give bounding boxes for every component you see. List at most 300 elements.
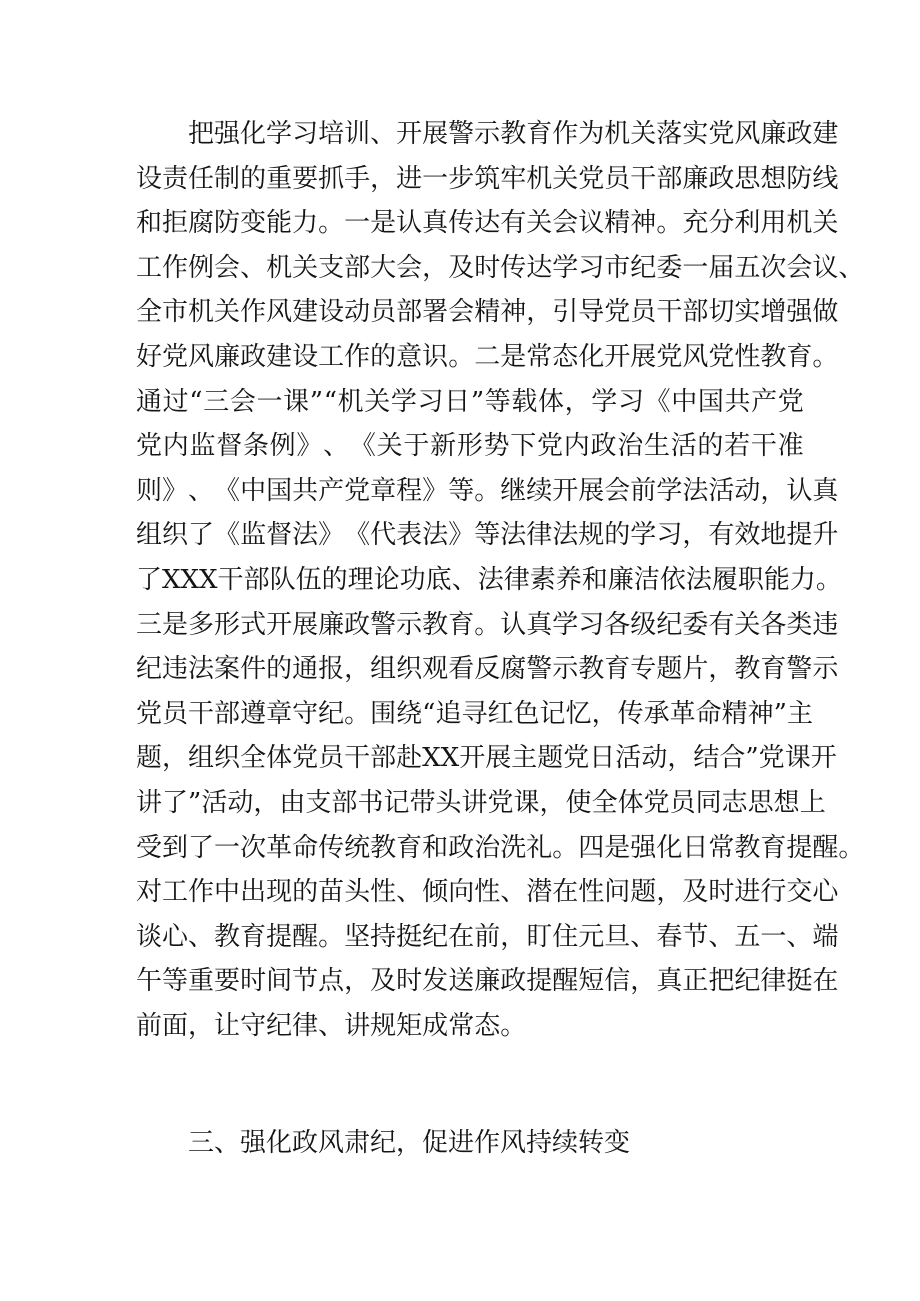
glyph: 醒 (292, 921, 319, 952)
glyph: 素 (529, 564, 556, 595)
glyph: 展 (630, 341, 657, 372)
glyph: 会 (448, 297, 475, 328)
glyph: 》 (422, 475, 449, 506)
glyph: 动 (734, 475, 761, 506)
glyph: 是 (162, 609, 189, 640)
glyph: 。 (552, 832, 579, 863)
glyph: 织 (396, 654, 423, 685)
glyph: 育 (760, 654, 787, 685)
glyph: 功 (399, 564, 426, 595)
glyph: 要 (292, 163, 319, 194)
glyph: 精 (604, 208, 631, 239)
glyph: 升 (812, 520, 839, 551)
glyph: 主 (511, 743, 538, 774)
glyph: 承 (643, 698, 670, 729)
glyph: 、 (630, 921, 657, 952)
glyph: 信 (604, 966, 631, 997)
section-heading: 三、强化政风肃纪，促进作风持续转变 (188, 1128, 631, 1158)
glyph: 国 (266, 475, 293, 506)
glyph: 谈 (136, 921, 163, 952)
glyph: 廉 (474, 966, 501, 997)
glyph: ， (253, 787, 280, 818)
glyph: 关 (214, 297, 241, 328)
glyph: 让 (214, 1010, 241, 1041)
glyph: 午 (136, 966, 163, 997)
glyph: 、 (240, 252, 267, 283)
glyph: 做 (812, 297, 839, 328)
glyph: ， (539, 787, 566, 818)
glyph: 全 (136, 297, 163, 328)
glyph: 多 (188, 609, 215, 640)
glyph: 在 (448, 921, 475, 952)
glyph: 课 (283, 386, 310, 417)
glyph: 旦 (604, 921, 631, 952)
glyph: 作 (240, 297, 267, 328)
glyph: 日 (444, 386, 471, 417)
glyph: 一 (214, 832, 241, 863)
glyph: 机 (786, 208, 813, 239)
glyph: 议 (812, 252, 839, 283)
glyph: 真 (812, 475, 839, 506)
glyph: 党 (292, 743, 319, 774)
glyph: 头 (344, 877, 371, 908)
glyph: 届 (708, 252, 735, 283)
glyph: 法 (500, 520, 527, 551)
glyph: 开 (266, 609, 293, 640)
glyph: 上 (799, 787, 826, 818)
glyph: 监 (189, 431, 216, 462)
glyph: 等 (448, 475, 475, 506)
glyph: 课 (513, 787, 540, 818)
glyph: 盯 (526, 921, 553, 952)
glyph: 把 (188, 119, 215, 149)
glyph: 思 (747, 787, 774, 818)
glyph: 政 (240, 341, 267, 372)
glyph: 督 (216, 431, 243, 462)
glyph: 产 (751, 386, 778, 417)
glyph: 成 (422, 1010, 449, 1041)
glyph: 醒 (552, 966, 579, 997)
glyph: 关 (526, 208, 553, 239)
glyph: 强 (214, 119, 241, 149)
glyph: 性 (578, 877, 605, 908)
glyph: 好 (136, 341, 163, 372)
glyph: 国 (697, 386, 724, 417)
glyph: 。 (815, 564, 842, 595)
glyph: ， (682, 520, 709, 551)
glyph: 履 (711, 564, 738, 595)
glyph: 统 (344, 832, 371, 863)
glyph: 共 (724, 386, 751, 417)
glyph: 头 (435, 787, 462, 818)
glyph: 学 (266, 119, 293, 149)
glyph: 的 (266, 654, 293, 685)
glyph: 警 (786, 654, 813, 685)
glyph: 的 (292, 877, 319, 908)
glyph: 习 (417, 386, 444, 417)
glyph: 题 (136, 743, 163, 774)
glyph: 手 (344, 163, 371, 194)
glyph: 。 (344, 698, 371, 729)
glyph: “ (323, 386, 337, 417)
glyph: 各 (604, 609, 631, 640)
glyph: 切 (708, 297, 735, 328)
glyph: 中 (240, 475, 267, 506)
glyph: 条 (242, 431, 269, 462)
glyph: “ (422, 698, 436, 729)
glyph: 法 (685, 564, 712, 595)
glyph: 现 (266, 877, 293, 908)
glyph: 建 (266, 341, 293, 372)
glyph: 党 (162, 341, 189, 372)
glyph: 违 (162, 654, 189, 685)
glyph: 育 (240, 921, 267, 952)
glyph: 表 (396, 520, 423, 551)
glyph: 忆 (565, 698, 592, 729)
glyph: 开 (459, 743, 486, 774)
glyph: 、 (451, 564, 478, 595)
glyph: 及 (448, 252, 475, 283)
glyph: 则 (136, 475, 163, 506)
glyph: 传 (617, 698, 644, 729)
glyph: “ (189, 386, 203, 417)
glyph: 、 (370, 119, 397, 149)
glyph: 党 (708, 341, 735, 372)
glyph: 是 (604, 832, 631, 863)
glyph: 力 (789, 564, 816, 595)
glyph: 干 (344, 743, 371, 774)
glyph: 关 (376, 431, 403, 462)
glyph: 神 (747, 698, 774, 729)
glyph: 组 (370, 654, 397, 685)
glyph: 党 (643, 787, 670, 818)
glyph: 由 (279, 787, 306, 818)
glyph: 常 (526, 341, 553, 372)
glyph: 干 (656, 297, 683, 328)
glyph: 党 (537, 431, 564, 462)
glyph: 向 (448, 877, 475, 908)
glyph: 教 (422, 609, 449, 640)
glyph: 部 (682, 297, 709, 328)
glyph: 行 (760, 877, 787, 908)
glyph: 要 (214, 966, 241, 997)
glyph: 点 (318, 966, 345, 997)
glyph: 部 (331, 787, 358, 818)
glyph: 监 (240, 520, 267, 551)
glyph: 腐 (500, 654, 527, 685)
glyph: 命 (695, 698, 722, 729)
glyph: 的 (240, 163, 267, 194)
glyph: 势 (483, 431, 510, 462)
glyph: 引 (552, 297, 579, 328)
glyph: 识 (422, 341, 449, 372)
glyph: 强 (630, 832, 657, 863)
glyph: 通 (136, 386, 163, 417)
glyph: 论 (373, 564, 400, 595)
glyph: 机 (337, 386, 364, 417)
glyph: 记 (539, 698, 566, 729)
glyph: 动 (641, 743, 668, 774)
glyph: 看 (448, 654, 475, 685)
glyph: 党 (578, 163, 605, 194)
glyph: XXX (162, 564, 218, 595)
glyph: 有 (708, 520, 735, 551)
glyph: 廉 (318, 609, 345, 640)
glyph: 示 (812, 654, 839, 685)
glyph: 形 (214, 609, 241, 640)
glyph: ， (344, 654, 371, 685)
glyph: 支 (305, 787, 332, 818)
glyph: 署 (422, 297, 449, 328)
glyph: 腐 (188, 208, 215, 239)
glyph: 三 (203, 386, 230, 417)
glyph: 组 (188, 743, 215, 774)
glyph: 结 (693, 743, 720, 774)
glyph: 命 (292, 832, 319, 863)
glyph: 教 (734, 832, 761, 863)
glyph: 党 (604, 297, 631, 328)
glyph: 筑 (474, 163, 501, 194)
glyph: 前 (630, 475, 657, 506)
glyph: 的 (697, 431, 724, 462)
glyph: 进 (396, 163, 423, 194)
glyph: 党 (136, 431, 163, 462)
glyph: 潜 (526, 877, 553, 908)
glyph: 育 (448, 609, 475, 640)
glyph: 党 (656, 341, 683, 372)
glyph: 示 (474, 119, 501, 149)
glyph: 一 (760, 921, 787, 952)
glyph: 干 (630, 163, 657, 194)
glyph: 建 (812, 119, 839, 149)
glyph: 作 (188, 877, 215, 908)
glyph: 机 (526, 163, 553, 194)
glyph: 载 (511, 386, 538, 417)
glyph: 活 (708, 475, 735, 506)
glyph: 五 (734, 252, 761, 283)
glyph: 遵 (240, 698, 267, 729)
glyph: 底 (425, 564, 452, 595)
glyph: 律 (526, 520, 553, 551)
glyph: 部 (344, 252, 371, 283)
paragraph-line (136, 826, 865, 871)
glyph: 短 (578, 966, 605, 997)
glyph: 色 (513, 698, 540, 729)
glyph: 机 (266, 252, 293, 283)
glyph: 开 (396, 119, 423, 149)
glyph: 使 (565, 787, 592, 818)
glyph: 性 (370, 877, 397, 908)
glyph: 坚 (344, 921, 371, 952)
glyph: 委 (682, 609, 709, 640)
glyph: 的 (321, 564, 348, 595)
glyph: 开 (604, 341, 631, 372)
glyph: 章 (266, 698, 293, 729)
glyph: 关 (292, 252, 319, 283)
glyph: 问 (604, 877, 631, 908)
glyph: 有 (500, 208, 527, 239)
glyph: 心 (812, 877, 839, 908)
glyph: 等 (484, 386, 511, 417)
glyph: 实 (734, 297, 761, 328)
glyph: 治 (474, 832, 501, 863)
glyph: 认 (396, 208, 423, 239)
glyph: 程 (396, 475, 423, 506)
glyph: 纪 (266, 1010, 293, 1041)
glyph: 一 (682, 252, 709, 283)
glyph: 题 (656, 654, 683, 685)
glyph: 赴 (396, 743, 423, 774)
glyph: 利 (734, 208, 761, 239)
glyph: 及 (682, 877, 709, 908)
glyph: 围 (370, 698, 397, 729)
glyph: 依 (659, 564, 686, 595)
glyph: 党 (487, 787, 514, 818)
glyph: 市 (162, 297, 189, 328)
glyph: 醒 (812, 832, 839, 863)
glyph: 风 (188, 341, 215, 372)
glyph: 时 (240, 966, 267, 997)
glyph: 继 (500, 475, 527, 506)
glyph: ” (745, 743, 759, 774)
glyph: 力 (292, 208, 319, 239)
glyph: 春 (656, 921, 683, 952)
glyph: 洁 (633, 564, 660, 595)
glyph: 式 (240, 609, 267, 640)
glyph: 学 (552, 609, 579, 640)
glyph: 规 (578, 520, 605, 551)
paragraph-line (136, 290, 839, 335)
glyph: 。 (448, 341, 475, 372)
glyph: 例 (188, 252, 215, 283)
glyph: 展 (578, 475, 605, 506)
glyph: 步 (448, 163, 475, 194)
glyph: 市 (604, 252, 631, 283)
glyph: 追 (435, 698, 462, 729)
glyph: 的 (370, 341, 397, 372)
glyph: 大 (370, 252, 397, 283)
glyph: 》 (296, 431, 323, 462)
glyph: 形 (456, 431, 483, 462)
glyph: 织 (214, 743, 241, 774)
glyph: 学 (591, 386, 618, 417)
glyph: 防 (214, 208, 241, 239)
glyph: 革 (669, 698, 696, 729)
glyph: 正 (682, 966, 709, 997)
glyph: 纪 (318, 698, 345, 729)
glyph: 习 (578, 609, 605, 640)
glyph: 中 (671, 386, 698, 417)
glyph: 化 (578, 341, 605, 372)
glyph: 设 (136, 163, 163, 194)
glyph: 节 (682, 921, 709, 952)
glyph: 态 (552, 341, 579, 372)
glyph: 为 (578, 119, 605, 149)
glyph: 前 (474, 921, 501, 952)
glyph: 、 (396, 877, 423, 908)
glyph: 、 (708, 921, 735, 952)
glyph: 四 (578, 832, 605, 863)
glyph: 习 (292, 119, 319, 149)
glyph: 习 (617, 386, 644, 417)
glyph: 节 (292, 966, 319, 997)
glyph: 到 (162, 832, 189, 863)
glyph: 达 (474, 208, 501, 239)
glyph: 。 (812, 341, 839, 372)
glyph: 红 (487, 698, 514, 729)
glyph: 主 (786, 698, 813, 729)
glyph: 防 (786, 163, 813, 194)
glyph: 《 (344, 520, 371, 551)
glyph: 提 (786, 520, 813, 551)
glyph: 和 (581, 564, 608, 595)
glyph: 机 (604, 119, 631, 149)
glyph: 教 (500, 119, 527, 149)
glyph: 职 (737, 564, 764, 595)
glyph: 苗 (318, 877, 345, 908)
paragraph-line (136, 603, 839, 648)
glyph: 一 (256, 386, 283, 417)
glyph: 工 (162, 877, 189, 908)
glyph: 产 (318, 475, 345, 506)
glyph: 学 (390, 386, 417, 417)
glyph: 示 (396, 609, 423, 640)
glyph: ， (344, 966, 371, 997)
glyph: 内 (563, 431, 590, 462)
glyph: 法 (682, 475, 709, 506)
glyph: ” (309, 386, 324, 417)
glyph: 法 (188, 654, 215, 685)
glyph: 件 (240, 654, 267, 685)
glyph: 传 (448, 208, 475, 239)
glyph: 意 (396, 341, 423, 372)
glyph: 学 (656, 475, 683, 506)
glyph: ， (630, 966, 657, 997)
glyph: 等 (474, 520, 501, 551)
glyph: 育 (604, 654, 631, 685)
glyph: 廉 (760, 119, 787, 149)
glyph: 拒 (162, 208, 189, 239)
glyph: 作 (344, 341, 371, 372)
glyph: 律 (503, 564, 530, 595)
glyph: 教 (734, 654, 761, 685)
glyph: 政 (344, 609, 371, 640)
paragraph-line (136, 781, 826, 826)
glyph: 题 (630, 877, 657, 908)
glyph: 教 (578, 654, 605, 685)
glyph: 传 (318, 832, 345, 863)
glyph: 活 (670, 431, 697, 462)
glyph: 廉 (607, 564, 634, 595)
glyph: ， (564, 386, 591, 417)
glyph: 二 (474, 341, 501, 372)
glyph: 部 (656, 163, 683, 194)
glyph: 神 (500, 297, 527, 328)
glyph: 支 (318, 252, 345, 283)
glyph: 建 (292, 297, 319, 328)
glyph: 学 (630, 520, 657, 551)
glyph: 把 (708, 966, 735, 997)
glyph: 》 (318, 520, 345, 551)
glyph: 精 (474, 297, 501, 328)
glyph: 化 (240, 119, 267, 149)
paragraph-line (136, 380, 804, 425)
glyph: 体 (266, 743, 293, 774)
glyph: 动 (344, 297, 371, 328)
glyph: 政 (500, 966, 527, 997)
glyph: 守 (292, 698, 319, 729)
glyph: 于 (403, 431, 430, 462)
